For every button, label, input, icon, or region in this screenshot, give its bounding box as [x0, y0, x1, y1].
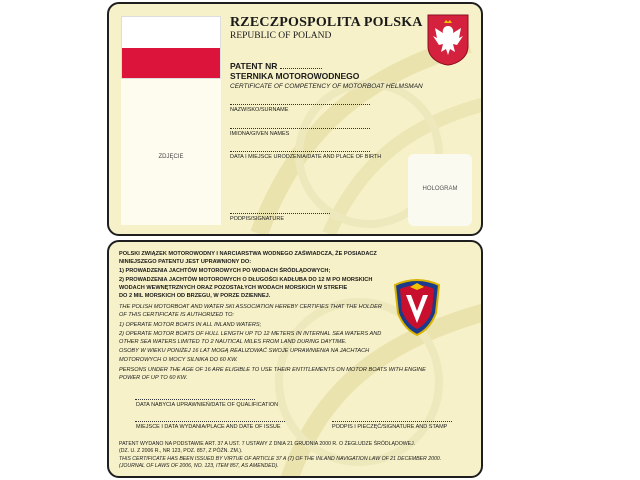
signature-label: PODPIS/SIGNATURE [230, 216, 284, 222]
license-back [107, 240, 483, 478]
text-en-1: THE POLISH MOTORBOAT AND WATER SKI ASSOCIATION HEREBY CERTIFIES THAT THE HOLDER [119, 304, 382, 310]
text-age-pl-2: MOTOROWYCH O MOCY SILNIKA DO 60 KW. [119, 357, 238, 363]
surname-label: NAZWISKO/SURNAME [230, 107, 289, 113]
text-age-en-2: POWER OF UP TO 60 KW. [119, 375, 188, 381]
footer-en-2: (JOURNAL OF LAWS OF 2006, NO. 123, ITEM 857, AS AMENDED). [119, 463, 279, 469]
text-en-3: 1) OPERATE MOTOR BOATS IN ALL INLAND WATERS; [119, 322, 262, 328]
text-pl-4: 2) PROWADZENIA JACHTÓW MOTOROWYCH O DŁUGOŚCI KADŁUBA DO 12 M PO MORSKICH [119, 277, 373, 283]
license-front [107, 2, 483, 236]
footer-en-1: THIS CERTIFICATE HAS BEEN ISSUED BY VIRTUE OF ARTICLE 37 A (7) OF THE INLAND NAVIGATION LAW OF 21 DECEMBER 2000. [119, 456, 442, 462]
given-names-line [230, 128, 370, 129]
text-pl-2: NINIEJSZEGO PATENTU JEST UPRAWNIONY DO: [119, 259, 252, 265]
footer-pl-2: (DZ. U. Z 2006 R., NR 123, POZ. 857, Z PÓŹN. ZM.). [119, 448, 243, 454]
footer-pl-1: PATENT WYDANO NA PODSTAWIE ART. 37 A UST. 7 USTAWY Z DNIA 21 GRUDNIA 2000 R. O ŻEGLUDZE ŚRÓDLĄDOWEJ. [119, 441, 416, 447]
text-age-en-1: PERSONS UNDER THE AGE OF 16 ARE ELIGIBLE TO USE THEIR ENTITLEMENTS ON MOTOR BOATS WITH ENGINE [119, 367, 426, 373]
birth-line [230, 151, 370, 152]
photo-label: ZDJĘCIE [158, 154, 184, 160]
patent-type-en: CERTIFICATE OF COMPETENCY OF MOTORBOAT HELMSMAN [230, 83, 423, 90]
stamp-line [332, 421, 452, 422]
given-names-label: IMIONA/GIVEN NAMES [230, 131, 290, 137]
association-crest-icon [392, 277, 442, 337]
birth-label: DATA I MIEJSCE URODZENIA/DATE AND PLACE OF BIRTH [230, 154, 382, 160]
text-age-pl-1: OSOBY W WIEKU PONIŻEJ 16 LAT MOGĄ REALIZOWAĆ SWOJE UPRAWNIENIA NA JACHTACH [119, 348, 370, 354]
qualification-line [135, 399, 255, 400]
text-en-5: OTHER SEA WATERS LIMITED TO 2 NAUTICAL MILES FROM LAND DURING DAYTIME. [119, 339, 347, 345]
signature-line [230, 213, 330, 214]
text-pl-6: DO 2 MIL MORSKICH OD BRZEGU, W PORZE DZIENNEJ. [119, 293, 271, 299]
issue-label: MIEJSCE I DATA WYDANIA/PLACE AND DATE OF ISSUE [136, 424, 281, 430]
photo-area [121, 79, 221, 225]
text-en-4: 2) OPERATE MOTOR BOATS OF HULL LENGTH UP TO 12 METERS IN INTERNAL SEA WATERS AND [119, 331, 382, 337]
text-pl-3: 1) PROWADZENIA JACHTÓW MOTOROWYCH PO WODACH ŚRÓDLĄDOWYCH; [119, 268, 331, 274]
qualification-label: DATA NABYCIA UPRAWNIEŃ/DATE OF QUALIFICATION [136, 402, 279, 408]
poland-flag [121, 16, 221, 79]
country-title-en: REPUBLIC OF POLAND [230, 31, 332, 41]
country-title: RZECZPOSPOLITA POLSKA [230, 15, 423, 30]
hologram-area [408, 154, 472, 226]
text-en-2: OF THIS CERTIFICATE IS AUTHORIZED TO: [119, 312, 234, 318]
hologram-label: HOLOGRAM [422, 186, 458, 192]
surname-line [230, 104, 370, 105]
text-pl-1: POLSKI ZWIĄZEK MOTOROWODNY I NARCIARSTWA WODNEGO ZAŚWIADCZA, ŻE POSIADACZ [119, 251, 377, 257]
issue-line [135, 421, 285, 422]
patent-type: STERNIKA MOTOROWODNEGO [230, 71, 360, 81]
text-pl-5: WODACH WEWNĘTRZNYCH ORAZ POZOSTAŁYCH WODACH MORSKICH W STREFIE [119, 285, 348, 291]
coat-of-arms-icon [427, 14, 469, 66]
stamp-label: PODPIS I PIECZĘĆ/SIGNATURE AND STAMP [332, 424, 448, 430]
patent-number-label: PATENT NR [230, 61, 322, 71]
